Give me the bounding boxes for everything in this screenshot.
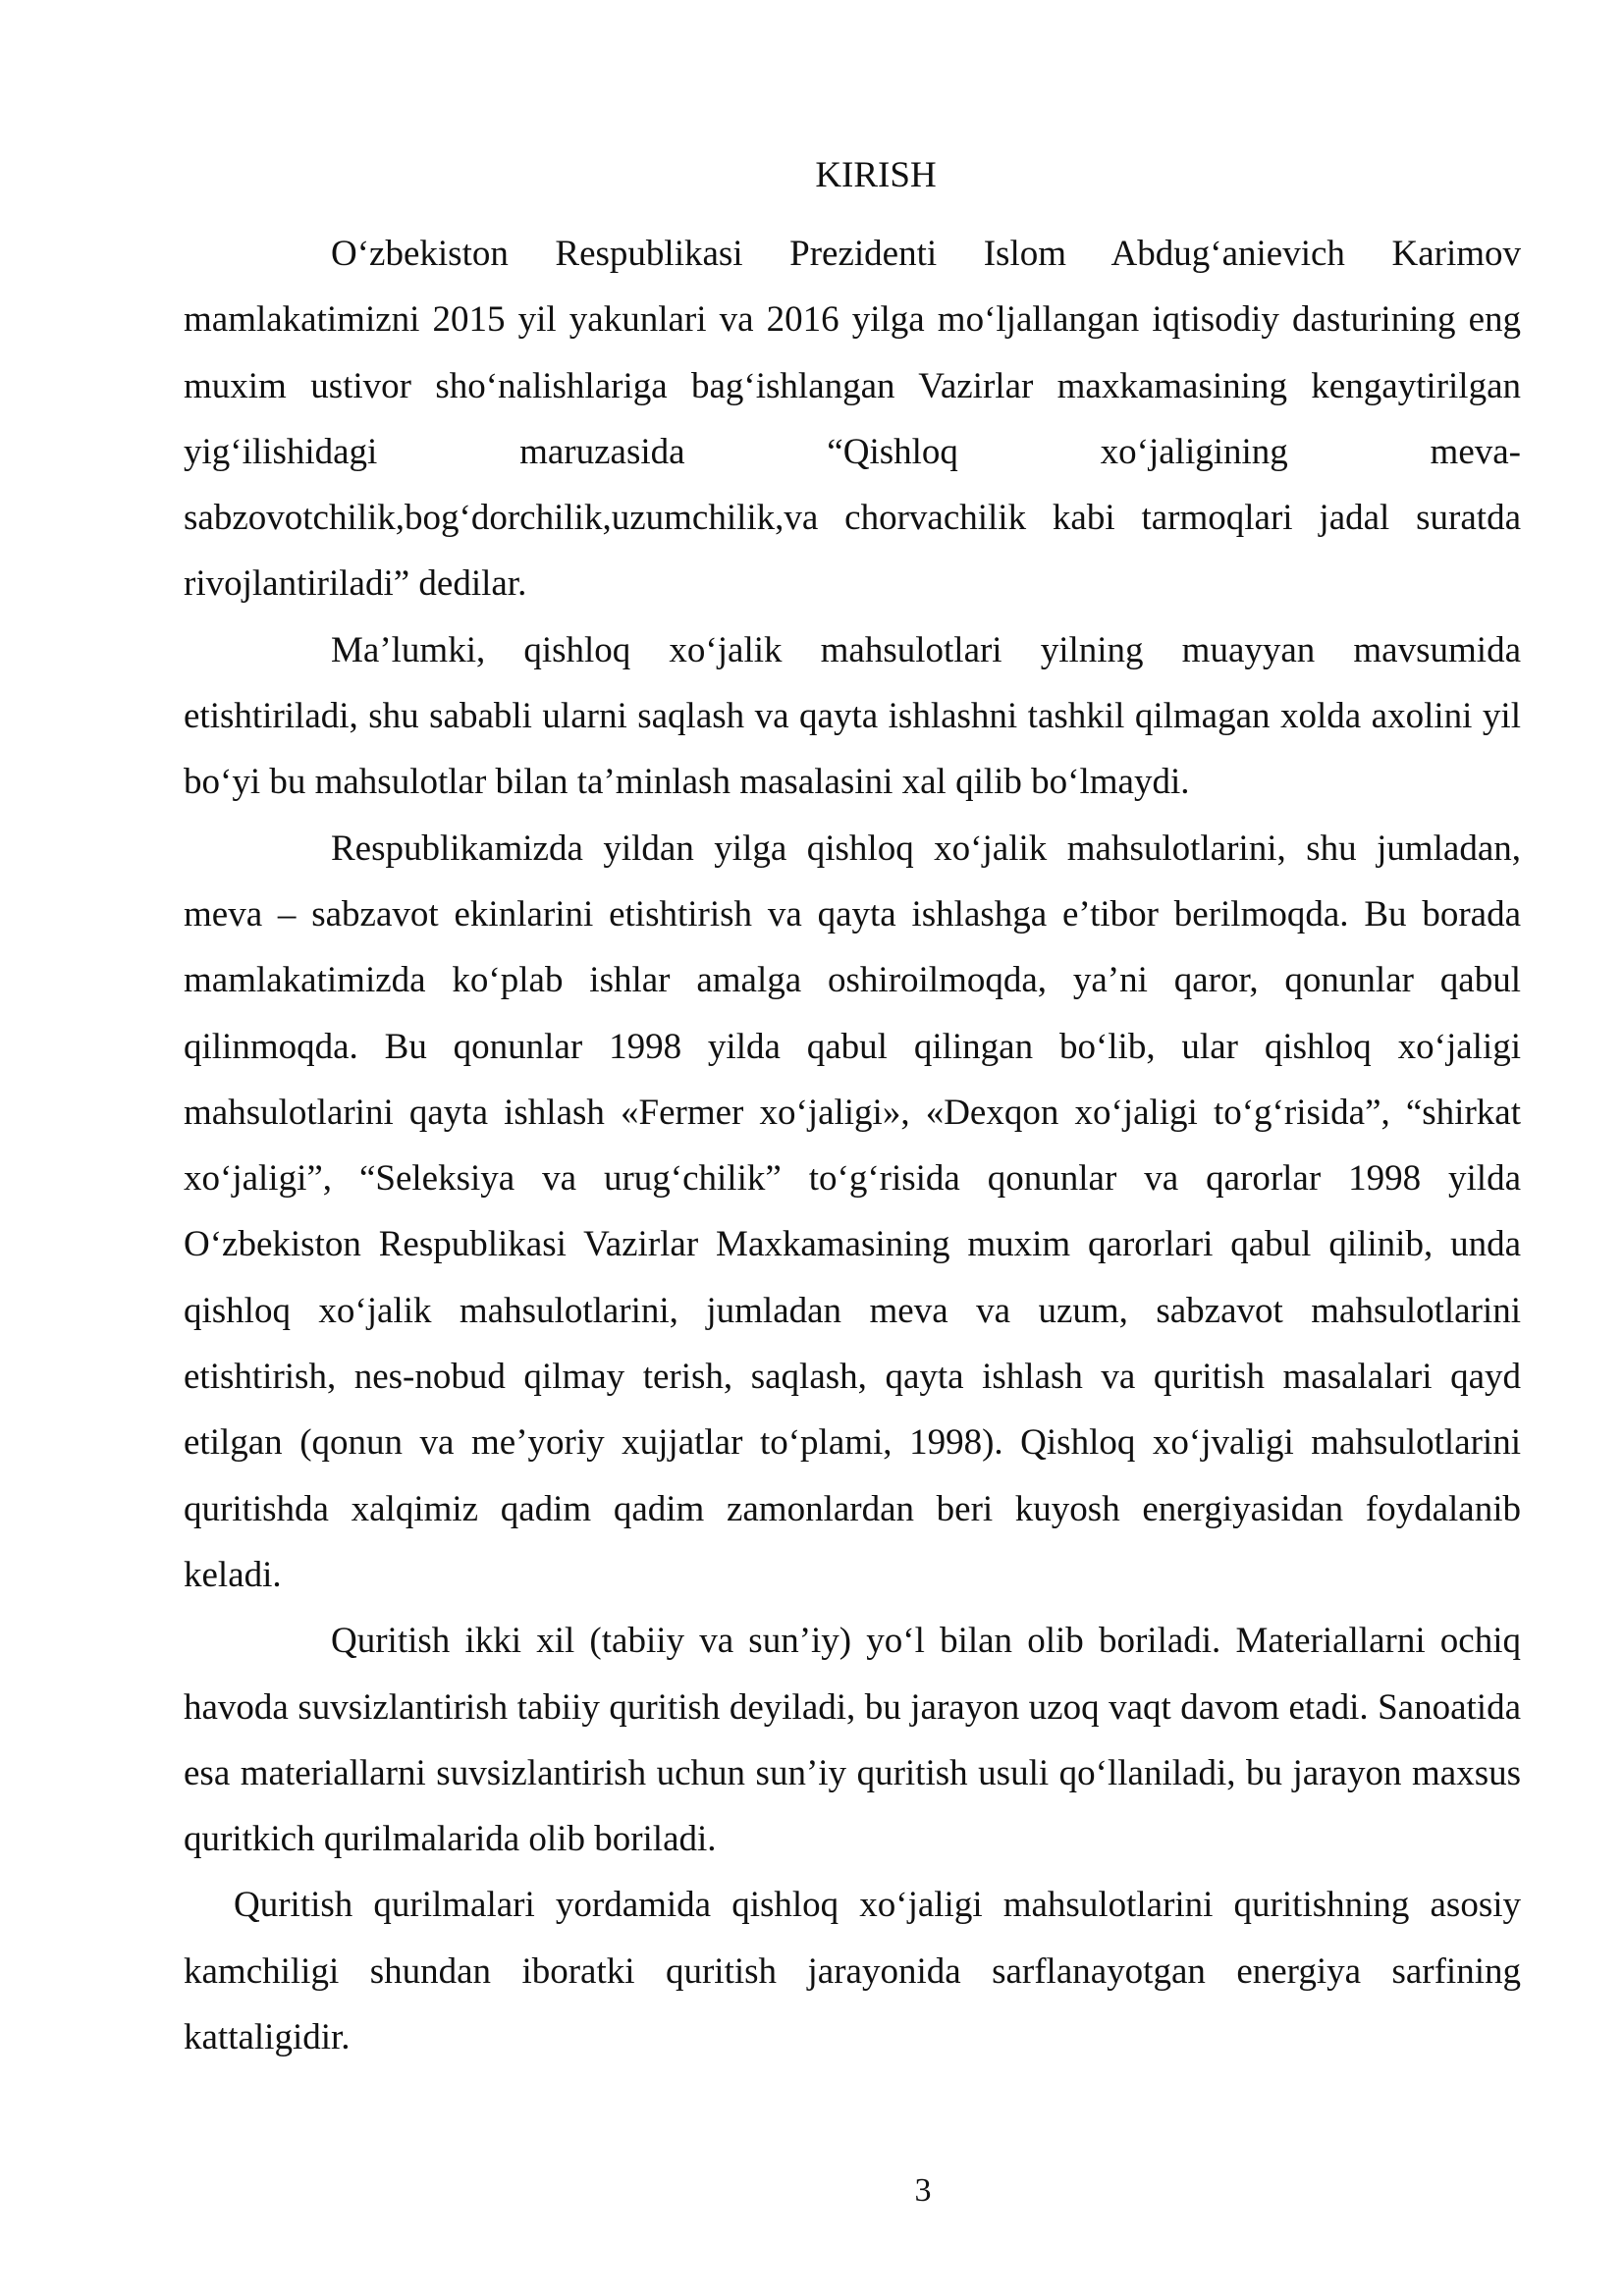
paragraph-drying-methods: Quritish ikki xil (tabiiy va sun’iy) yo‘l bilan olib boriladi. Materiallarni ochiq havoda suvsizlantirish tabiiy quritish deyiladi, bu jarayon uzoq vaqt davom etadi. Sanoatida esa materiallarni suvsizlantirish uchun sun’iy quritish usuli qo‘llaniladi, bu jarayon maxsus quritkich qurilmalarida olib boriladi.: [184, 1621, 1521, 1860]
paragraph-legislation: Respublikamizda yildan yilga qishloq xo‘jalik mahsulotlarini, shu jumladan, meva – sabzavot ekinlarini etishtirish va qayta ishlashga e’tibor berilmoqda. Bu borada mamlakatimizda ko‘plab ishlar amalga oshiroilmoqda, ya’ni qaror, qonunlar qabul qilinmoqda. Bu qonunlar 1998 yilda qabul qilingan bo‘lib, ular qishloq xo‘jaligi mahsulotlarini qayta ishlash «Fermer xo‘jaligi», «Dexqon xo‘jaligi to‘g‘risida”, “shirkat xo‘jaligi”, “Seleksiya va urug‘chilik” to‘g‘risida qonunlar va qarorlar 1998 yilda O‘zbekiston Respublikasi Vazirlar Maxkamasining muxim qarorlari qabul qilinib, unda qishloq xo‘jalik mahsulotlarini, jumladan meva va uzum, sabzavot mahsulotlarini etishtirish, nes-nobud qilmay terish, saqlash, qayta ishlash va quritish masalalari qayd etilgan (qonun va me’yoriy xujjatlar to‘plami, 1998). Qishloq xo‘jvaligi mahsulotlarini quritishda xalqimiz qadim qadim zamonlardan beri kuyosh energiyasidan foydalanib keladi.: [184, 828, 1521, 1595]
section-title: KIRISH: [815, 155, 937, 195]
paragraph-drying-drawback: Quritish qurilmalari yordamida qishloq xo‘jaligi mahsulotlarini quritishning asosiy kamchiligi shundan iboratki quritish jarayonida sarflanayotgan energiya sarfining kattaligidir.: [184, 1885, 1521, 2058]
page-number: 3: [914, 2172, 932, 2209]
document-body: [184, 221, 1521, 2070]
paragraph-intro: O‘zbekiston Respublikasi Prezidenti Islom Abdug‘anievich Karimov mamlakatimizni 2015 yil yakunlari va 2016 yilga mo‘ljallangan iqtisodiy dasturining eng muxim ustivor sho‘nalishlariga bag‘ishlangan Vazirlar maxkamasining kengaytirilgan yig‘ilishidagi maruzasida “Qishloq xo‘jaligining meva-sabzovotchilik,bog‘dorchilik,uzumchilik,va chorvachilik kabi tarmoqlari jadal suratda rivojlantiriladi” dedilar.: [184, 234, 1521, 605]
paragraph-seasonal-production: Ma’lumki, qishloq xo‘jalik mahsulotlari yilning muayyan mavsumida etishtiriladi, shu sababli ularni saqlash va qayta ishlashni tashkil qilmagan xolda axolini yil bo‘yi bu mahsulotlar bilan ta’minlash masalasini xal qilib bo‘lmaydi.: [184, 629, 1521, 803]
